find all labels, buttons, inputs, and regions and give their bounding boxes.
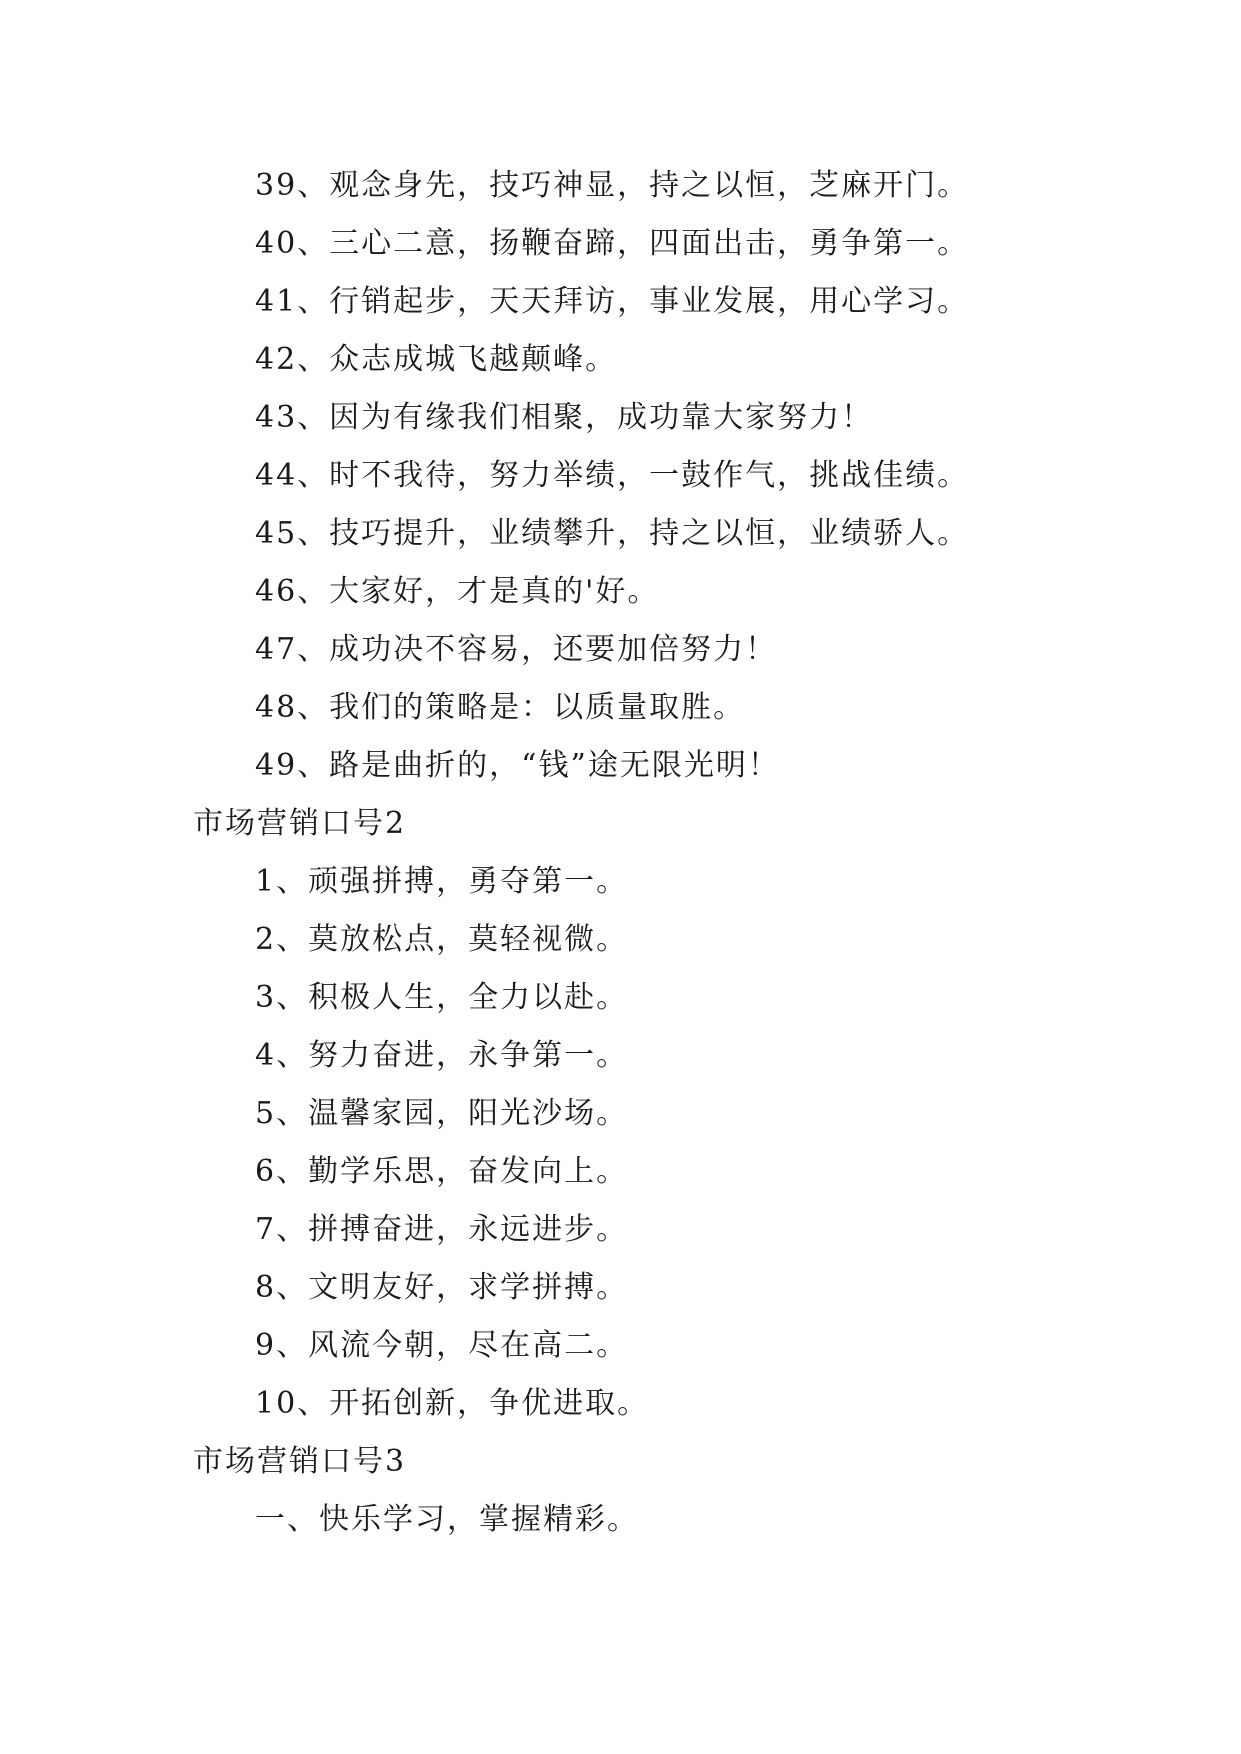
slogan-2-10: 10、开拓创新，争优进取。 [255,1386,650,1421]
slogan-2-5: 5、温馨家园，阳光沙场。 [255,1096,629,1131]
slogan-2-9: 9、风流今朝，尽在高二。 [255,1328,629,1363]
slogan-49: 49、路是曲折的，“钱”途无限光明！ [255,748,780,783]
slogan-40: 40、三心二意，扬鞭奋蹄，四面出击，勇争第一。 [255,226,970,261]
slogan-44: 44、时不我待，努力举绩，一鼓作气，挑战佳绩。 [255,458,970,493]
slogan-2-2: 2、莫放松点，莫轻视微。 [255,922,629,957]
slogan-2-7: 7、拼搏奋进，永远进步。 [255,1212,629,1247]
slogan-46: 46、大家好，才是真的'好。 [255,574,660,609]
slogan-41: 41、行销起步，天天拜访，事业发展，用心学习。 [255,284,970,319]
slogan-2-6: 6、勤学乐思，奋发向上。 [255,1154,629,1189]
slogan-3-1: 一、快乐学习，掌握精彩。 [255,1502,639,1537]
slogan-48: 48、我们的策略是：以质量取胜。 [255,690,746,725]
slogan-39: 39、观念身先，技巧神显，持之以恒，芝麻开门。 [255,168,970,203]
slogan-45: 45、技巧提升，业绩攀升，持之以恒，业绩骄人。 [255,516,970,551]
slogan-2-8: 8、文明友好，求学拼搏。 [255,1270,629,1305]
slogan-42: 42、众志成城飞越颠峰。 [255,342,618,377]
section-heading-2: 市场营销口号2 [193,806,407,841]
slogan-2-1: 1、顽强拼搏，勇夺第一。 [255,864,629,899]
slogan-47: 47、成功决不容易，还要加倍努力！ [255,632,778,667]
slogan-2-3: 3、积极人生，全力以赴。 [255,980,629,1015]
slogan-43: 43、因为有缘我们相聚，成功靠大家努力！ [255,400,874,435]
section-heading-3: 市场营销口号3 [193,1444,407,1479]
slogan-2-4: 4、努力奋进，永争第一。 [255,1038,629,1073]
